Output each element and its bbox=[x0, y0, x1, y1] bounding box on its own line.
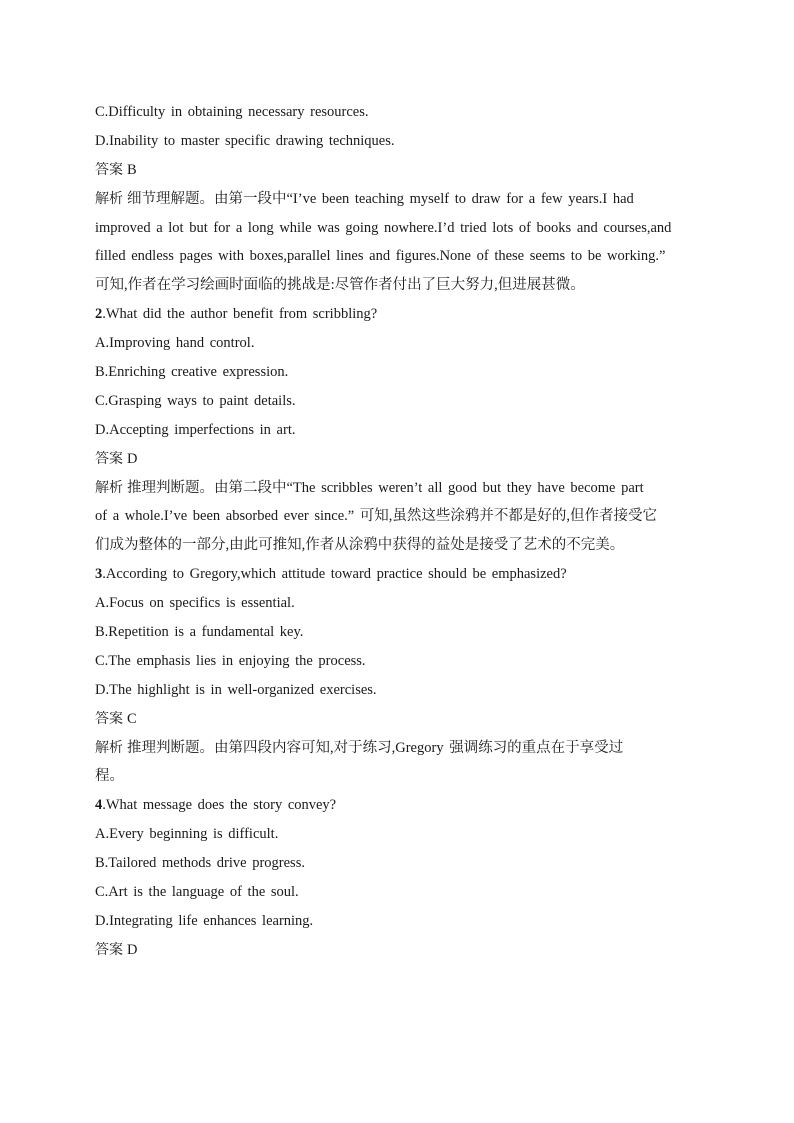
option-line bbox=[95, 387, 705, 416]
answer-label: 答案 bbox=[95, 450, 123, 467]
option-line bbox=[95, 589, 705, 618]
analysis-label: 解析 bbox=[95, 190, 123, 207]
option-line bbox=[95, 907, 705, 936]
option-text: A.Every beginning is difficult. bbox=[95, 826, 279, 843]
answer-value: D bbox=[127, 941, 138, 958]
document-body bbox=[95, 98, 705, 965]
analysis-text: 们成为整体的一部分,由此可推知,作者从涂鸦中获得的益处是接受了艺术的不完美。 bbox=[95, 537, 625, 554]
analysis-text: 可知,作者在学习绘画时面临的挑战是:尽管作者付出了巨大努力,但进展甚微。 bbox=[95, 277, 585, 294]
question-text: .What message does the story convey? bbox=[102, 797, 337, 814]
option-text: D.Inability to master specific drawing techniques. bbox=[95, 132, 395, 149]
analysis-line bbox=[95, 502, 705, 531]
answer-value: B bbox=[127, 161, 137, 178]
option-text: A.Improving hand control. bbox=[95, 335, 255, 352]
analysis-line bbox=[95, 734, 705, 763]
analysis-line bbox=[95, 271, 705, 300]
option-line bbox=[95, 416, 705, 445]
analysis-line bbox=[95, 242, 705, 271]
analysis-line bbox=[95, 185, 705, 214]
answer-line bbox=[95, 705, 705, 734]
analysis-label: 解析 bbox=[95, 479, 123, 496]
option-text: A.Focus on specifics is essential. bbox=[95, 595, 295, 612]
question-line bbox=[95, 791, 705, 820]
analysis-label: 解析 bbox=[95, 739, 123, 756]
analysis-text: 细节理解题。由第一段中“I’ve been teaching myself to draw for a few years.I had bbox=[127, 190, 634, 207]
analysis-line bbox=[95, 474, 705, 503]
option-line bbox=[95, 98, 705, 127]
option-text: C.Difficulty in obtaining necessary resources. bbox=[95, 104, 369, 120]
answer-line bbox=[95, 156, 705, 185]
answer-label: 答案 bbox=[95, 161, 123, 178]
analysis-line bbox=[95, 214, 705, 243]
option-text: C.The emphasis lies in enjoying the process. bbox=[95, 652, 366, 669]
question-number: 4 bbox=[95, 797, 103, 814]
answer-label: 答案 bbox=[95, 941, 123, 958]
answer-line bbox=[95, 445, 705, 474]
option-text: D.Accepting imperfections in art. bbox=[95, 421, 296, 438]
option-text: B.Repetition is a fundamental key. bbox=[95, 624, 304, 641]
question-number: 2 bbox=[95, 306, 103, 323]
option-line bbox=[95, 647, 705, 676]
option-text: C.Grasping ways to paint details. bbox=[95, 392, 296, 409]
question-text: .What did the author benefit from scribbling? bbox=[102, 306, 378, 323]
answer-line bbox=[95, 936, 705, 965]
option-line bbox=[95, 618, 705, 647]
analysis-line bbox=[95, 762, 705, 791]
option-line bbox=[95, 820, 705, 849]
analysis-text: filled endless pages with boxes,parallel lines and figures.None of these seems to be working.” bbox=[95, 248, 666, 265]
option-text: B.Tailored methods drive progress. bbox=[95, 855, 305, 872]
option-line bbox=[95, 127, 705, 156]
option-line bbox=[95, 329, 705, 358]
option-text: D.The highlight is in well-organized exercises. bbox=[95, 681, 377, 698]
answer-value: C bbox=[127, 710, 137, 727]
option-text: B.Enriching creative expression. bbox=[95, 364, 289, 381]
analysis-text: 推理判断题。由第四段内容可知,对于练习,Gregory 强调练习的重点在于享受过 bbox=[127, 739, 624, 756]
option-line bbox=[95, 358, 705, 387]
question-line bbox=[95, 560, 705, 589]
analysis-text: of a whole.I’ve been absorbed ever since.” 可知,虽然这些涂鸦并不都是好的,但作者接受它 bbox=[95, 508, 658, 525]
question-line bbox=[95, 300, 705, 329]
answer-value: D bbox=[127, 450, 138, 467]
question-text: .According to Gregory,which attitude toward practice should be emphasized? bbox=[102, 566, 567, 583]
analysis-text: improved a lot but for a long while was going nowhere.I’d tried lots of books and courses,and bbox=[95, 219, 672, 236]
answer-label: 答案 bbox=[95, 710, 123, 727]
analysis-text: 程。 bbox=[95, 768, 124, 785]
analysis-line bbox=[95, 531, 705, 560]
analysis-text: 推理判断题。由第二段中“The scribbles weren’t all good but they have become part bbox=[127, 479, 644, 496]
option-line bbox=[95, 676, 705, 705]
option-text: C.Art is the language of the soul. bbox=[95, 884, 299, 901]
option-line bbox=[95, 878, 705, 907]
question-number: 3 bbox=[95, 566, 103, 583]
option-text: D.Integrating life enhances learning. bbox=[95, 912, 314, 929]
option-line bbox=[95, 849, 705, 878]
